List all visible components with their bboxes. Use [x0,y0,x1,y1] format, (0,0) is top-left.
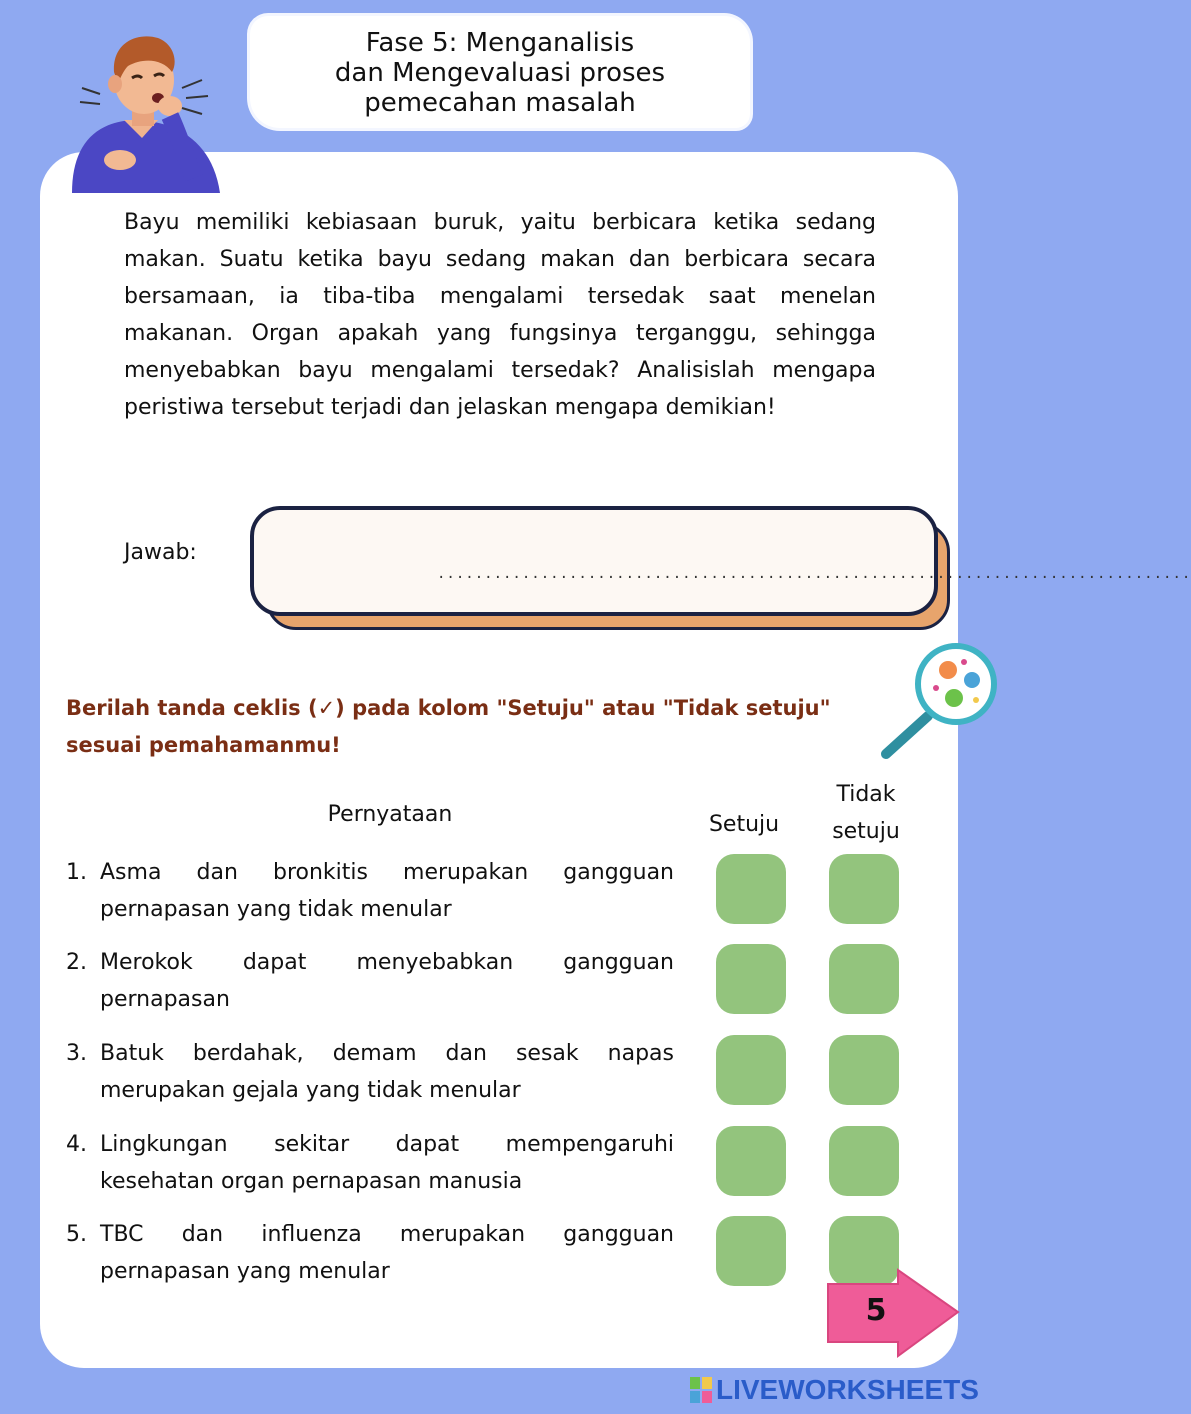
column-header-statement: Pernyataan [327,802,453,827]
disagree-checkbox[interactable] [829,854,899,924]
row-statement: Asma dan bronkitis merupakan gangguan pernapasan yang tidak menular [100,860,674,922]
row-number: 4. [66,1132,87,1157]
table-row [66,944,956,1024]
column-header-agree: Setuju [708,812,780,837]
story-paragraph: Bayu memiliki kebiasaan buruk, yaitu berbicara ketika sedang makan. Suatu ketika bayu sedang makan dan berbicara secara bersamaan, ia tiba-tiba mengalami tersedak saat menelan makanan. Organ apakah yang fungsinya terganggu, sehingga menyebabkan bayu mengalami tersedak? Analisislah mengapa peristiwa tersebut terjadi dan jelaskan mengapa demikian! [124,210,876,420]
brand-text: LIVEWORKSHEETS [716,1374,979,1405]
page-title [250,28,750,118]
row-statement: TBC dan influenza merupakan gangguan pernapasan yang menular [100,1222,674,1284]
title-line-3: pemecahan masalah [364,88,636,118]
row-statement: Batuk berdahak, demam dan sesak napas merupakan gejala yang tidak menular [100,1041,674,1103]
answer-label: Jawab: [124,540,197,565]
agree-checkbox[interactable] [716,854,786,924]
row-number: 3. [66,1041,87,1066]
brand-watermark [690,1372,979,1408]
page-number: 5 [865,1293,887,1328]
table-row [66,1035,956,1115]
column-header-disagree-line2: setuju [832,819,900,844]
answer-input-box[interactable] [250,506,938,616]
title-line-1: Fase 5: Menganalisis [365,28,635,58]
row-statement: Lingkungan sekitar dapat mempengaruhi kesehatan organ pernapasan manusia [100,1132,674,1194]
table-row [66,854,956,934]
instruction-text: Berilah tanda ceklis (✓) pada kolom "Setuju" atau "Tidak setuju" sesuai pemahamanmu! [66,696,831,757]
magnifier-virus-icon [876,640,1000,764]
coughing-person-illustration [62,28,232,193]
liveworksheets-logo-icon [690,1377,712,1403]
answer-dotted-line: ................................................................................ [437,566,1191,582]
row-number: 2. [66,950,87,975]
disagree-checkbox[interactable] [829,1035,899,1105]
agree-checkbox[interactable] [716,1126,786,1196]
agree-checkbox[interactable] [716,1035,786,1105]
title-line-2: dan Mengevaluasi proses [334,58,666,88]
agree-checkbox[interactable] [716,944,786,1014]
row-number: 5. [66,1222,87,1247]
column-header-disagree [818,776,914,850]
disagree-checkbox[interactable] [829,1126,899,1196]
disagree-checkbox[interactable] [829,944,899,1014]
column-header-disagree-line1: Tidak [836,782,896,807]
table-row [66,1126,956,1206]
row-statement: Merokok dapat menyebabkan gangguan pernapasan [100,950,674,1012]
row-number: 1. [66,860,87,885]
agree-checkbox[interactable] [716,1216,786,1286]
